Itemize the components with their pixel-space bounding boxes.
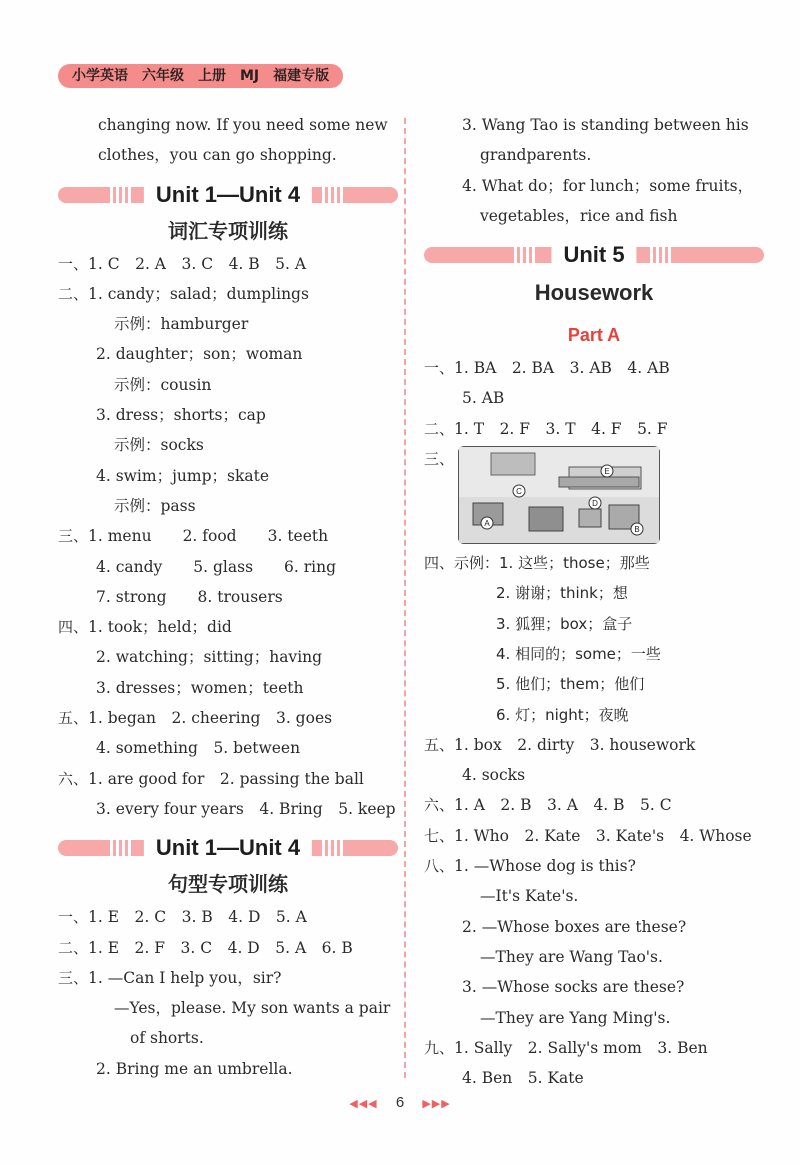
answer-row-picture: 三、 A B C D E	[424, 444, 764, 548]
answer-row: 六、1. are good for 2. passing the ball	[58, 769, 364, 788]
answer-row: 2. watching；sitting；having	[96, 648, 323, 667]
answer-row: 二、1. E 2. F 3. C 4. D 5. A 6. B	[58, 938, 353, 957]
answer-row: 六、1. A 2. B 3. A 4. B 5. C	[424, 796, 672, 815]
prev-arrows-icon: ◀◀◀	[349, 1098, 378, 1110]
answer-row: 3. —Whose socks are these?	[462, 978, 685, 997]
column-divider	[404, 118, 406, 1078]
answer-row: —It's Kate's.	[480, 887, 579, 906]
picture-label-e: E	[604, 467, 610, 477]
page-number: 6	[395, 1094, 405, 1111]
answer-row: 5. AB	[462, 389, 505, 408]
answer-row: 6. 灯；night；夜晚	[496, 705, 629, 724]
answer-row: —They are Wang Tao's.	[480, 947, 663, 966]
answer-row: 3. 狐狸；box；盒子	[496, 614, 633, 633]
answer-row: 五、1. began 2. cheering 3. goes	[58, 709, 333, 728]
answer-row: 7. strong 8. trousers	[96, 587, 283, 606]
answer-row: 2. 谢谢；think；想	[496, 584, 628, 603]
picture-label-c: C	[516, 487, 522, 497]
answer-row: 三、1. —Can I help you，sir?	[58, 968, 282, 987]
answer-row: 三、1. menu 2. food 3. teeth	[58, 527, 329, 546]
banner-title: Unit 1—Unit 4	[144, 177, 312, 213]
answer-row: —Yes，please. My son wants a pair	[114, 999, 391, 1018]
picture-label-a: A	[484, 519, 490, 529]
banner-title: Unit 1—Unit 4	[144, 830, 312, 866]
unit-subtitle: Housework	[534, 280, 654, 306]
unit-banner-unit5	[424, 237, 764, 273]
intro-line-1: changing now. If you need some new	[98, 116, 388, 134]
answer-row: 3. every four years 4. Bring 5. keep	[96, 799, 396, 818]
answer-row: 一、1. BA 2. BA 3. AB 4. AB	[424, 359, 670, 378]
right-column	[424, 110, 764, 1093]
book-header-tag: 小学英语 六年级 上册 MJ 福建专版	[58, 64, 343, 88]
answer-row: 4. Ben 5. Kate	[462, 1069, 584, 1088]
answer-row: 4. something 5. between	[96, 739, 301, 758]
answer-row: 九、1. Sally 2. Sally's mom 3. Ben	[424, 1038, 708, 1057]
answer-row: 七、1. Who 2. Kate 3. Kate's 4. Whose	[424, 826, 752, 845]
answer-row: 二、1. T 2. F 3. T 4. F 5. F	[424, 419, 668, 438]
answer-row: vegetables，rice and fish	[480, 206, 678, 225]
answer-row: 2. daughter；son；woman	[96, 345, 303, 364]
section-subtitle-vocab: 词汇专项训练	[168, 218, 288, 243]
answer-row: 四、示例：1. 这些；those；那些	[424, 554, 650, 573]
answer-row: 示例：socks	[114, 436, 204, 455]
answer-row: 3. dresses；women；teeth	[96, 678, 304, 697]
answer-row: 四、1. took；held；did	[58, 618, 232, 637]
answer-row: of shorts.	[130, 1029, 204, 1048]
answer-row: 3. Wang Tao is standing between his	[462, 116, 749, 134]
next-arrows-icon: ▶▶▶	[422, 1098, 451, 1110]
answer-row: 2. —Whose boxes are these?	[462, 917, 687, 936]
answer-row: 4. 相同的；some；一些	[496, 644, 661, 663]
answer-row: 二、1. candy；salad；dumplings	[58, 284, 309, 303]
banner-title: Unit 5	[551, 237, 636, 273]
answer-row: 4. What do；for lunch；some fruits，	[462, 176, 754, 195]
answer-row: 示例：hamburger	[114, 315, 249, 334]
section-subtitle-sentence: 句型专项训练	[168, 872, 288, 897]
answer-row: 示例：cousin	[114, 375, 212, 394]
part-heading: Part A	[567, 325, 621, 346]
answer-row: 4. socks	[462, 766, 526, 785]
left-column	[58, 110, 398, 1084]
answer-row: grandparents.	[480, 146, 592, 165]
answer-row: 五、1. box 2. dirty 3. housework	[424, 735, 696, 754]
answer-row: 一、1. E 2. C 3. B 4. D 5. A	[58, 908, 307, 927]
answer-row: 一、1. C 2. A 3. C 4. B 5. A	[58, 254, 307, 273]
answer-row: 示例：pass	[114, 496, 196, 515]
room-illustration	[458, 446, 660, 544]
answer-row: —They are Yang Ming's.	[480, 1008, 671, 1027]
answer-row: 5. 他们；them；他们	[496, 675, 645, 694]
unit-banner-vocab	[58, 177, 398, 213]
picture-label-d: D	[592, 499, 598, 509]
answer-row: 3. dress；shorts；cap	[96, 406, 266, 425]
unit-banner-sentence	[58, 830, 398, 866]
answer-row: 4. swim；jump；skate	[96, 466, 269, 485]
page-footer	[0, 1094, 800, 1111]
answer-row: 4. candy 5. glass 6. ring	[96, 557, 337, 576]
answer-row: 2. Bring me an umbrella.	[96, 1059, 293, 1078]
answer-row: 八、1. —Whose dog is this?	[424, 857, 636, 876]
intro-line-2: clothes，you can go shopping.	[98, 146, 337, 165]
picture-label-b: B	[634, 525, 640, 535]
